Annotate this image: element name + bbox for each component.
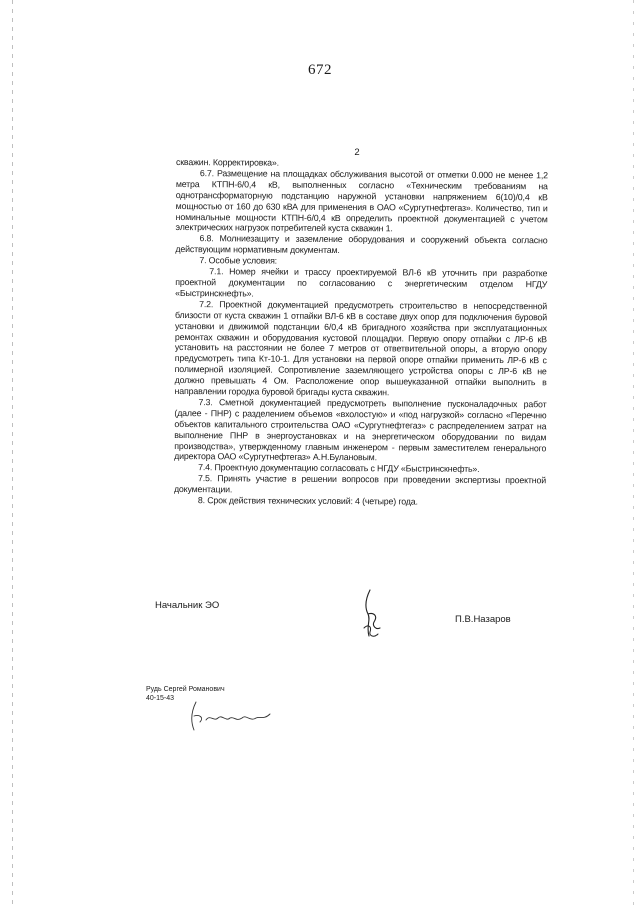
paragraph: 6.7. Размещение на площадках обслуживания высотой от отметки 0.000 не менее 1,2 метра КТПН-6/0,4 кВ, выполненных согласно «Техническим требованиям на однотрансформаторную подстанцию наружной установки напряжением 6(10)/0,4 кВ мощностью от 160 до 630 кВА для применения в ОАО «Сургутнефтегаз». Количество, тип и номинальные мощности КТПН-6/0,4 кВ определить проектной документацией с учетом электрических нагрузок потребителей куста скважин 1.	[175, 168, 548, 234]
paragraph: 7.3. Сметной документацией предусмотреть выполнение пусконаладочных работ (далее - ПНР) с разделением объемов «вхолостую» и «под нагрузкой» согласно «Перечню объектов капитального строительства ОАО «Сургутнефтегаз» с распределением затрат на выполнение ПНР в энергоустановках и на энергетическом оборудовании по видам производства», утвержденному главным инженером - первым заместителем генерального директора ОАО «Сургутнефтегаз» А.Н.Булановым.	[174, 397, 547, 463]
paragraph: 7.1. Номер ячейки и трассу проектируемой ВЛ-6 кВ уточнить при разработке проектной документации по согласованию с энергетическим отделом НГДУ «Быстринскнефть».	[175, 266, 548, 299]
performer-name: Рудь Сергей Романович	[146, 686, 225, 693]
paragraph: 7.2. Проектной документацией предусмотреть строительство в непосредственной близости от куста скважин 1 отпайки ВЛ-6 кВ в составе двух опор для подключения буровой установки и движимой подстанции 6/0,4 кВ бригадного хозяйства при эксплуатационных ремонтах скважин и оборудования кустовой площадки. Первую опору отпайки с ЛР-6 кВ установить на расстоянии не более 7 метров от ответвительной опоры, а вторую опору предусмотреть типа Кт-10-1. Для установки на первой опоре отпайки применить ЛР-6 кВ с полимерной изоляцией. Сопротивление заземляющего устройства опоры с ЛР-6 кВ не должно превышать 4 Ом. Расположение опор вышеуказанной отпайки выполнить в направлении городка буровой бригады куста скважин.	[174, 298, 548, 398]
performer-signature	[170, 696, 290, 736]
paragraph: 6.8. Молниезащиту и заземление оборудования и сооружений объекта согласно действующим нормативным документам.	[175, 233, 548, 256]
scan-edge-left	[12, 0, 13, 905]
performer-phone: 40-15-43	[146, 694, 175, 702]
handwritten-signature	[356, 586, 396, 646]
paragraph: скважин. Корректировка».	[175, 157, 279, 168]
paragraph: 7.4. Проектную документацию согласовать с НГДУ «Быстринскнефть».	[198, 462, 480, 475]
document-body	[174, 157, 548, 508]
sheet-number: 2	[354, 147, 360, 158]
signature-block	[155, 598, 535, 648]
signatory-name: П.В.Назаров	[455, 614, 511, 625]
paragraph: 8. Срок действия технических условий: 4 (четыре) года.	[197, 495, 418, 507]
scan-edge-right	[633, 0, 634, 905]
paragraph: 7.5. Принять участие в решении вопросов при проведении экспертизы проектной документации.	[173, 473, 547, 495]
paragraph: 7. Особые условия:	[199, 255, 278, 266]
page-number: 672	[308, 62, 332, 78]
signatory-role: Начальник ЭО	[155, 600, 220, 611]
